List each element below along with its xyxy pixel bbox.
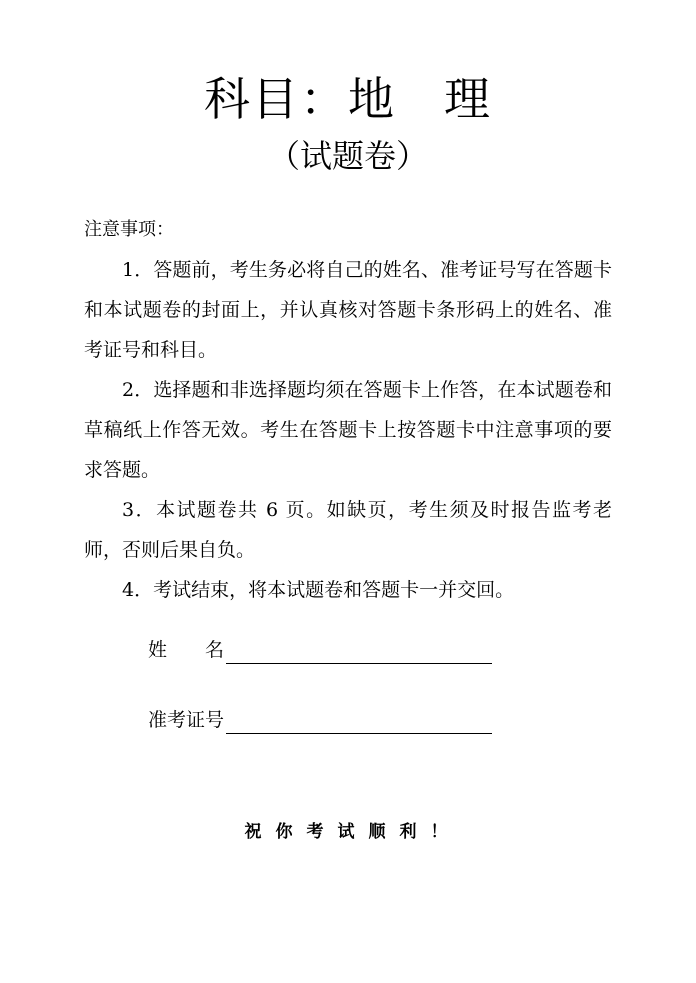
exam-id-label: 准考证号 [148,709,225,731]
notice-list [84,250,612,610]
notice-item-1: 1．答题前，考生务必将自己的姓名、准考证号写在答题卡和本试题卷的封面上，并认真核对答题卡条形码上的姓名、准考证号和科目。 [84,259,612,361]
notice-item-2: 2．选择题和非选择题均须在答题卡上作答，在本试题卷和草稿纸上作答无效。考生在答题卡上按答题卡中注意事项的要求答题。 [84,379,612,481]
notice-heading: 注意事项： [84,219,174,240]
exam-title: 科目：地 理 [204,72,492,126]
exam-id-field [148,706,492,734]
exam-id-blank-line [226,709,492,734]
closing-message: 祝你考试顺利！ [244,822,462,842]
exam-subtitle: （试题卷） [267,137,428,175]
name-field [148,636,492,664]
notice-item-3: 3．本试题卷共 6 页。如缺页，考生须及时报告监考老师，否则后果自负。 [84,499,612,561]
name-blank-line [226,639,492,664]
name-label: 姓 名 [148,639,225,661]
notice-item-4: 4．考试结束，将本试题卷和答题卡一并交回。 [122,579,515,601]
